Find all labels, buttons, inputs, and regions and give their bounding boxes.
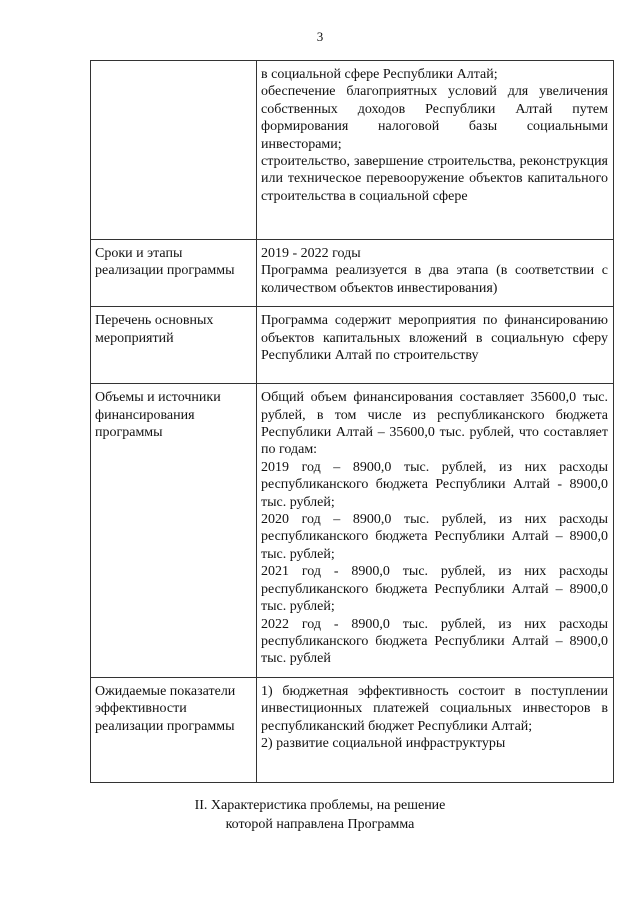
row-label: Перечень основных мероприятий xyxy=(91,307,257,384)
content-paragraph: 2019 год – 8900,0 тыс. рублей, из них расходы республиканского бюджета Республики Алтай - 8900,0 тыс. рублей; xyxy=(261,459,608,510)
section-heading-line: которой направлена Программа xyxy=(225,817,415,832)
row-label xyxy=(91,61,257,240)
table-row-continuation xyxy=(91,61,614,240)
row-content xyxy=(257,677,614,782)
page-number: 3 xyxy=(316,29,324,44)
content-paragraph: обеспечение благоприятных условий для увеличения собственных доходов Республики Алтай путем формирования налоговой базы социальными инвесторами; xyxy=(261,84,608,152)
program-passport-table xyxy=(90,60,614,783)
content-paragraph: строительство, завершение строительства, реконструкция или техническое перевооружение объектов капитального строительства в социальной сфере xyxy=(261,154,608,204)
table-row-financing xyxy=(91,384,614,678)
row-content xyxy=(257,240,614,307)
table-row-stages xyxy=(91,240,614,307)
row-label: Объемы и источники финансирования программы xyxy=(91,384,257,678)
content-paragraph: 2021 год - 8900,0 тыс. рублей, из них расходы республиканского бюджета Республики Алтай – 8900,0 тыс. рублей; xyxy=(261,564,608,615)
row-content xyxy=(257,307,614,384)
row-content xyxy=(257,384,614,678)
content-paragraph: 1) бюджетная эффективность состоит в поступлении инвестиционных платежей социальных инвесторов в республиканский бюджет Республики Алтай; xyxy=(261,683,608,734)
row-label: Ожидаемые показатели эффективности реализации программы xyxy=(91,677,257,782)
content-paragraph: Общий объем финансирования составляет 35600,0 тыс. рублей, в том числе из республиканского бюджета Республики Алтай – 35600,0 тыс. рублей, что составляет по годам: xyxy=(261,390,608,458)
table-row-measures xyxy=(91,307,614,384)
table-row-indicators xyxy=(91,677,614,782)
content-paragraph: 2022 год - 8900,0 тыс. рублей, из них расходы республиканского бюджета Республики Алтай – 8900,0 тыс. рублей xyxy=(261,616,608,667)
row-content xyxy=(257,61,614,240)
content-paragraph: Программа содержит мероприятия по финансированию объектов капитальных вложений в социальную сферу Республики Алтай по строительству xyxy=(261,313,608,364)
content-paragraph: 2019 - 2022 годы xyxy=(261,246,361,261)
content-paragraph: 2) развитие социальной инфраструктуры xyxy=(261,735,506,751)
content-paragraph: в социальной сфере Республики Алтай; xyxy=(261,67,498,82)
section-heading xyxy=(0,796,640,834)
content-paragraph: 2020 год – 8900,0 тыс. рублей, из них расходы республиканского бюджета Республики Алтай – 8900,0 тыс. рублей; xyxy=(261,512,608,562)
row-label: Сроки и этапы реализации программы xyxy=(91,240,257,307)
section-heading-line: II. Характеристика проблемы, на решение xyxy=(194,798,446,813)
content-paragraph: Программа реализуется в два этапа (в соответствии с количеством объектов инвестирования) xyxy=(261,263,608,296)
